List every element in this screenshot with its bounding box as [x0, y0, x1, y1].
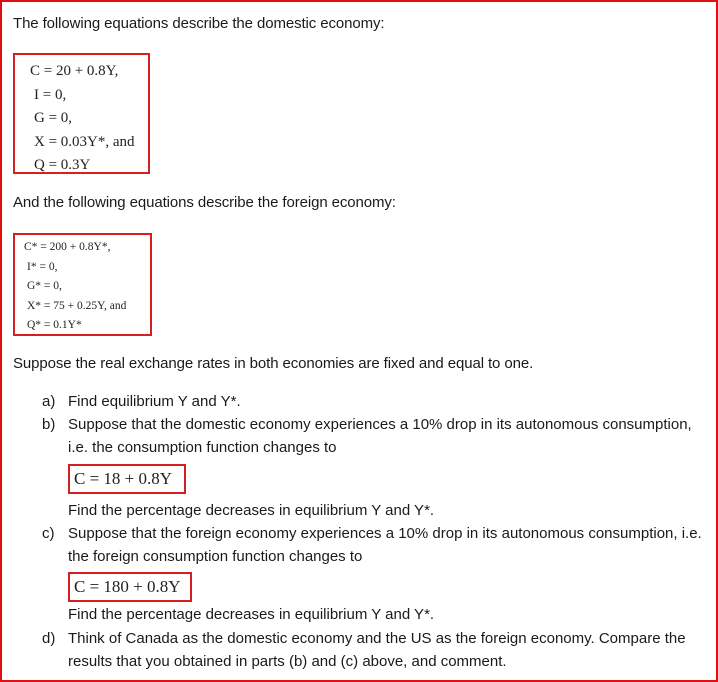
foreign-intro-text: And the following equations describe the foreign economy: — [13, 194, 396, 211]
domestic-exports-equation: X = 0.03Y*, and — [34, 133, 135, 150]
question-c-label: c) — [42, 525, 55, 542]
question-b-label: b) — [42, 416, 56, 433]
question-c-equation-box — [68, 572, 192, 602]
foreign-exports-equation: X* = 75 + 0.25Y, and — [27, 299, 127, 312]
foreign-investment-equation: I* = 0, — [27, 260, 58, 273]
exchange-rate-text: Suppose the real exchange rates in both economies are fixed and equal to one. — [13, 355, 534, 372]
question-a-label: a) — [42, 393, 56, 410]
foreign-consumption-equation: C* = 200 + 0.8Y*, — [24, 241, 111, 253]
question-d-line1: Think of Canada as the domestic economy and the US as the foreign economy. Compare the — [68, 630, 686, 647]
foreign-equations-box — [13, 233, 152, 336]
question-c — [42, 525, 702, 542]
question-c-line2: the foreign consumption function changes to — [68, 548, 363, 565]
question-b — [42, 416, 692, 433]
domestic-government-equation: G = 0, — [34, 110, 73, 126]
question-b-equation: C = 18 + 0.8Y — [74, 469, 173, 488]
domestic-consumption-equation: C = 20 + 0.8Y, — [30, 63, 119, 79]
question-d — [42, 630, 686, 647]
question-b-equation-box — [68, 464, 186, 494]
question-c-equation: C = 180 + 0.8Y — [74, 577, 181, 596]
domestic-intro-text: The following equations describe the domestic economy: — [13, 15, 385, 32]
question-d-line2: results that you obtained in parts (b) and (c) above, and comment. — [68, 653, 507, 670]
foreign-imports-equation: Q* = 0.1Y* — [27, 319, 82, 331]
question-b-line1: Suppose that the domestic economy experiences a 10% drop in its autonomous consumption, — [68, 416, 692, 433]
question-d-label: d) — [42, 630, 56, 647]
question-b-line2: i.e. the consumption function changes to — [68, 439, 337, 456]
domestic-investment-equation: I = 0, — [34, 86, 67, 103]
domestic-equations-box — [13, 53, 150, 174]
question-b-line3: Find the percentage decreases in equilibrium Y and Y*. — [68, 502, 435, 519]
domestic-imports-equation: Q = 0.3Y — [34, 157, 91, 173]
foreign-government-equation: G* = 0, — [27, 280, 62, 292]
question-a — [42, 393, 241, 410]
question-c-line3: Find the percentage decreases in equilibrium Y and Y*. — [68, 606, 435, 623]
question-c-line1: Suppose that the foreign economy experiences a 10% drop in its autonomous consumption, i.e. — [68, 525, 702, 542]
question-a-text: Find equilibrium Y and Y*. — [68, 393, 241, 410]
